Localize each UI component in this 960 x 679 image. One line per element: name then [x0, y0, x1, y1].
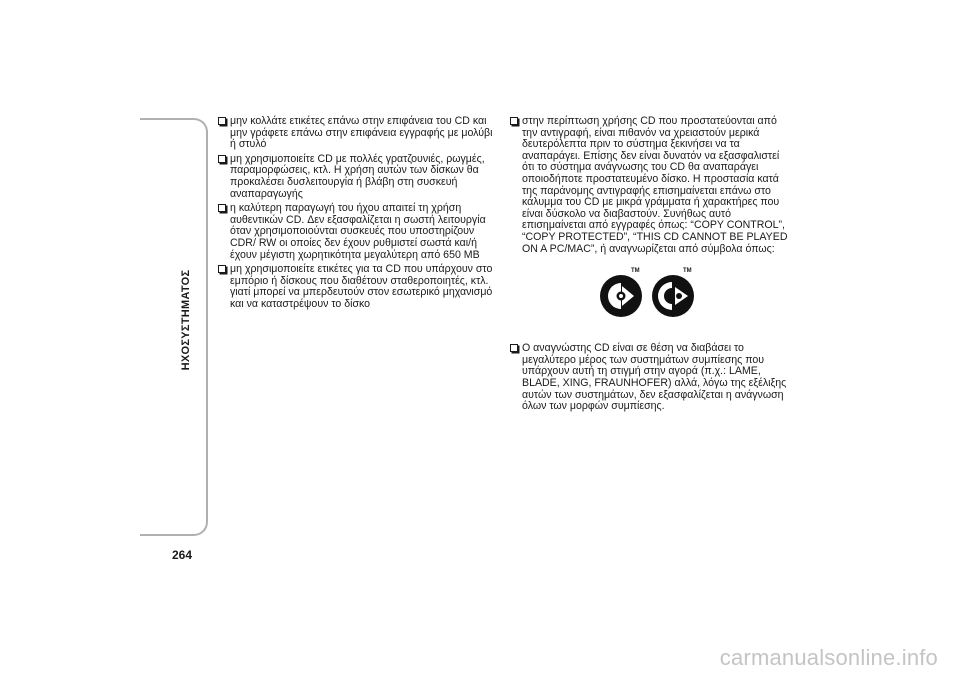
side-rule [140, 118, 208, 536]
copy-protection-logo-1 [599, 270, 643, 320]
trademark-mark: TM [631, 268, 640, 275]
copy-protection-logo-icon [599, 274, 643, 318]
bullet-text: μην κολλάτε ετικέτες επάνω στην επιφάνεια του CD και μην γράφετε επάνω στην επιφάνεια εγγραφής με μολύβι ή στυλό [230, 115, 493, 151]
copy-protection-logo-alt-icon [651, 274, 695, 318]
page-number: 264 [172, 548, 193, 562]
bullet-text: μη χρησιμοποιείτε CD με πολλές γρατζουνιές, ρωγμές, παραμορφώσεις, κτλ. Η χρήση αυτών των δίσκων θα προκαλέσει δυσλειτουργία ή βλάβη στη συσκευή αναπαραγωγής [230, 152, 485, 200]
list-item [218, 203, 500, 261]
right-column [510, 116, 794, 416]
list-item [218, 264, 500, 310]
bullet-text: Ο αναγνώστης CD είναι σε θέση να διαβάσει το μεγαλύτερο μέρος των συστημάτων συμπίεσης που υπάρχουν αυτή τη στιγμή στην αγορά (π.χ.: LAME, BLADE, XING, FRAUNHOFER) αλλά, λόγω της εξέλιξης αυτών των συστημάτων, δεν εξασφαλίζεται η ανάγνωση όλων των μορφών συμπίεσης. [522, 342, 787, 413]
list-item [510, 116, 794, 255]
bullet-text: μη χρησιμοποιείτε ετικέτες για τα CD που υπάρχουν στο εμπόριο ή δίσκους που διαθέτουν σταθεροποιητές, κτλ. γιατί μπορεί να μπερδευτούν στον εσωτερικό μηχανισμό και να καταστρέψουν το δίσκο [230, 263, 493, 310]
left-column [218, 116, 500, 314]
copy-protection-logo-2 [651, 270, 695, 320]
checkbox-bullet-icon [218, 265, 226, 273]
list-item [510, 343, 794, 413]
checkbox-bullet-icon [510, 117, 518, 125]
list-item [218, 116, 500, 151]
bullet-text: στην περίπτωση χρήσης CD που προστατεύονται από την αντιγραφή, είναι πιθανόν να χρειαστούν μερικά δευτερόλεπτα πριν το σύστημα ξεκινήσει να τα αναπαράγει. Επίσης δεν είναι δυνατόν να εξασφαλιστεί ότι το σύστημα ανάγνωσης του CD θα αναπαράγει οποιοδήποτε προστατευμένο δίσκο. Η προστασία κατά της παράνομης αντιγραφής επισημαίνεται επάνω στο κάλυμμα του CD με μικρά γράμματα ή χαρακτήρες που είναι δύσκολο να διαβαστούν. Συνήθως αυτό επισημαίνεται από εγγραφές όπως: “COPY CONTROL”, “COPY PROTECTED”, “THIS CD CANNOT BE PLAYED ON A PC/MAC”, ή αναγνωρίζεται από σύμβολα όπως: [522, 115, 788, 255]
checkbox-bullet-icon [510, 344, 518, 352]
checkbox-bullet-icon [218, 117, 226, 125]
checkbox-bullet-icon [218, 204, 226, 212]
bullet-text: η καλύτερη παραγωγή του ήχου απαιτεί τη χρήση αυθεντικών CD. Δεν εξασφαλίζεται η σωστή λειτουργία όταν χρησιμοποιούνται συσκευές που υποστηρίζουν CDR/ RW οι οποίες δεν έχουν ρυθμιστεί σωστά και/ή έχουν μέγιστη χωρητικότητα μεγαλύτερη από 650 MB [230, 202, 486, 261]
watermark: carmanualsonline.info [719, 645, 938, 670]
section-label: ΗΧΟΣΥΣΤΗΜΑΤΟΣ [180, 269, 192, 371]
list-item [218, 154, 500, 200]
checkbox-bullet-icon [218, 155, 226, 163]
copy-protection-logos [599, 270, 794, 328]
trademark-mark: TM [683, 268, 692, 275]
